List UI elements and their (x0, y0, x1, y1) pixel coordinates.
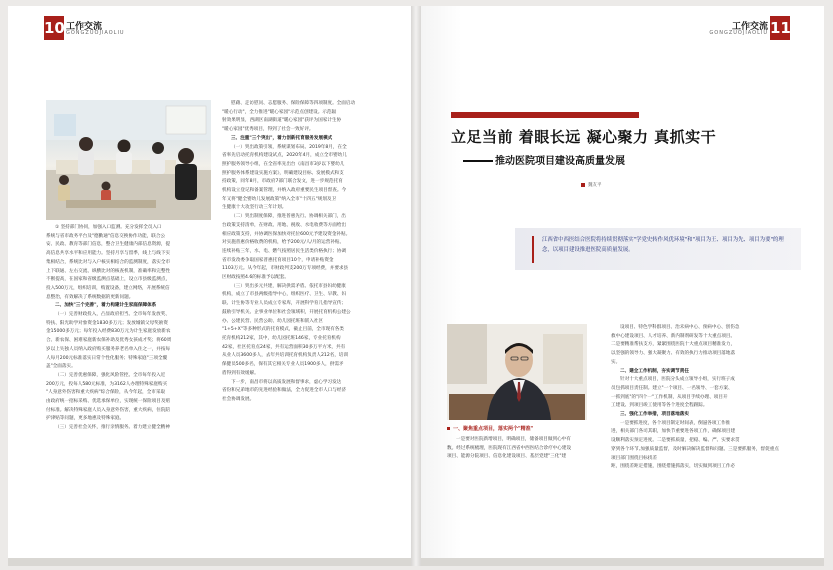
text-line: 集相结合，系统比对与入户核实相结合的监测制度，落实全市 (46, 259, 171, 265)
text-line: 照护服务领导小组，在全省率先出台《南昌市3岁以下婴幼儿 (222, 161, 345, 167)
text-line: "1+5+X"等多种形式的托育模式，截止目前，全市现有各类 (222, 327, 344, 333)
text-line: 二、加快"三个完善"，着力构建计生家庭保障体系 (55, 303, 157, 309)
paragraph (46, 372, 211, 424)
book-gutter (411, 6, 421, 566)
text-line: 1103万元。从今年起，市财政列支200万专项经费，并要求县 (222, 266, 349, 272)
text-line: 员包抓项目责任制。建立"一个项目、一名领导、一套方案、 (611, 385, 733, 391)
lead-box (515, 228, 801, 270)
page-number: 11 (770, 16, 790, 40)
text-line: 一是要对医院新增项目，明确项目，储备项目做到心中有 (456, 437, 571, 442)
section-title: 工作交流 (66, 22, 103, 32)
paragraph (46, 311, 211, 372)
text-line: 三、强化工作举措，项目落地落实 (620, 412, 689, 418)
text-line: "暖心家园"优秀项目，得到了社会一致好评。 (222, 127, 314, 133)
text-line: 持政策，同年8月，市政府7部门联合发文，进一步规范托育 (222, 179, 343, 185)
article-title: 立足当前 着眼长远 凝心聚力 真抓实干 (451, 128, 717, 146)
section-heading (611, 411, 779, 420)
text-line: 设顺利落实预定进度。二是要抓质量，把稳、编、严、实要求贯 (611, 438, 740, 444)
text-line: 慰藉、走访慰问、志愿服务、保险保障等四项制度。全面启动 (231, 101, 356, 106)
section-heading (222, 135, 388, 144)
text-line: 鼓励引导机关、企事业单位和社会领域积，开展托育机构公建公 (222, 309, 351, 315)
lead-accent-bar (532, 236, 534, 263)
paragraph (46, 224, 211, 302)
text-line: "人身意外伤害和重大疾病"综合保险，从今年起，全市采取 (46, 390, 166, 396)
text-line: 投入500万元，组织培训，购置设备，建立网络，开展系统信 (46, 285, 170, 291)
portrait-illustration (447, 324, 587, 420)
page-bottom-edge (8, 558, 411, 566)
text-line: 盾得到有效缓解。 (222, 370, 259, 376)
article-subtitle (463, 152, 625, 167)
paragraph (611, 324, 779, 368)
text-line: 针对十大重点项目，医院分头成立领导小组，实行班子成 (620, 377, 735, 383)
text-line: 生健康十大攻坚行动三年计划。 (222, 205, 287, 211)
text-line: 特扶、阳光助学对象资金1830多万元；发放城镇父母奖励资 (46, 320, 168, 326)
paragraph (222, 213, 388, 283)
text-line: 200万元，投每人580元标准，为3162人办理特殊家庭购买 (46, 381, 168, 387)
text-line: 年又将"健全婴幼儿发展政策"纳入全市"十四五"规划及卫 (222, 196, 337, 202)
text-line: 以坚强的领导力、强大凝聚力、有效的执行力推动项目落地落 (611, 351, 736, 357)
right-page (421, 6, 824, 566)
section-heading (611, 368, 779, 377)
childcare-classroom-photo (46, 100, 211, 220)
text-line: 省率先启动托育机构建设试点，2020年4月，成立全市婴幼儿 (222, 153, 347, 159)
right-column-1 (447, 436, 587, 462)
text-line: 穿到各个环节,加强质量监督，及时解决解决监督和问题。三是要抓服务，督促重点项目部门围绕目标找差 (611, 446, 779, 461)
text-line: "暖心行动"，全力推进"暖心家园"示范点创建设。示范辐 (222, 109, 337, 115)
text-line: 岁以上失独人员纳入政府购买服务养老名单入住之一，并按每 (46, 346, 171, 352)
title-accent-bar (451, 112, 639, 118)
text-line: 省市发改委争取国家普惠托育项目10个，申请补贴资金 (222, 257, 334, 263)
text-line: 安、民政、教育等部门信息，整合卫生健康内部信息资源，提 (46, 242, 171, 248)
author-portrait-photo (447, 324, 587, 420)
text-line: 机构，成立了市县两级指导中心，组织医疗、卫生、早教、妇 (222, 292, 347, 298)
paragraph (222, 379, 388, 405)
paragraph (611, 420, 779, 472)
text-line: 保健员500多名，保有其它相关专业人员1900多人，供需矛 (222, 362, 344, 368)
text-line: 办、公建民营、民营公助、幼儿园托班和嵌入社区 (222, 318, 324, 324)
text-line: 金15000多万元；每年投入经费830万元为计生家庭发放新农 (46, 329, 171, 335)
text-line: （一）完善财政投入，凸显政府担当。全市每年发放奖、 (55, 312, 170, 318)
text-line: （二）完善优惠保障，强化风险管控。全市每年投入近 (55, 372, 166, 378)
text-line: （二）突出制度保障，推进普惠先行。协调相关部门，出 (231, 214, 346, 220)
text-line: 一是要抓进度，各个项目制定时间表，倒逼各项工作推 (620, 420, 731, 426)
text-line: 照护服务体系建设实施方案》，明确建设目标、发展模式和支 (222, 170, 344, 176)
section-heading-1: 一、聚焦重点项目，落实两个"精准" (447, 425, 533, 432)
section-heading (46, 302, 211, 311)
paragraph (46, 424, 211, 433)
author-byline: 魏友平 (581, 182, 602, 188)
section-title: 工作交流 (731, 22, 768, 32)
text-line: 托育机构212家，其中，幼儿园托班146家，专业托育机构 (222, 335, 341, 341)
left-page (8, 6, 411, 566)
section-pinyin: GONGZUOJIAOLIU (66, 30, 125, 36)
text-line: 42家，社区托育点24家，共有运营面积30多万平方米，共有 (222, 344, 346, 350)
left-column-2 (222, 100, 388, 405)
text-line: 护津贴等问题，更多地惠及特殊家庭。 (46, 416, 125, 422)
section-pinyin: GONGZUOJIAOLIU (709, 30, 768, 36)
left-column-1 (46, 224, 211, 433)
text-line: 射效果明显，西湖区南湖街道"暖心家园"获评为国家计生协 (222, 118, 342, 124)
text-line: 相应政策支持，并协调医保加快对托位600元予建设资金补贴。 (222, 231, 351, 237)
lead-text: 江西省中西医结合医院将持续贯彻落实"学党史转作风优环境"和"项目为王、项目为先、项目为要"的理念，以项目建设推进医院高质量发展。 (542, 237, 784, 253)
text-line: 三、注重"三个突出"，着力创新托育服务发展模式 (231, 135, 333, 141)
text-line: 高信息共享水平和应用能力。坚持月享与留季，线上与线下实 (46, 251, 171, 257)
text-line: 息整治，有效解决了系统数据的更新问题。 (46, 294, 134, 300)
text-line: 连续补贴三年，水、电、燃气按照居民生活类价格执行；协调 (222, 248, 347, 254)
text-line: 机构设立登记和备案管理，并纳入政府重要民生项目督查。今 (222, 188, 347, 194)
right-column-2 (611, 324, 779, 472)
paragraph (447, 436, 587, 462)
text-line: 距，围绕差距定措施，围绕措施抓落实，切实做到项目工作必 (611, 464, 736, 470)
childcare-classroom-illustration (46, 100, 211, 220)
text-line: （一）突出政策引领，系统谋划布局。2019年8月，在全 (231, 144, 347, 150)
text-line: （三）完善社会关怀，推行亲情服务。着力建立健全精神 (55, 425, 170, 431)
text-line: 数。经过系统梳理，医院现有江西省中西医结合诊疗中心建设 (447, 445, 572, 451)
text-line: 二、建全工作机制，夯实调节责任 (620, 368, 689, 374)
text-line: 区财政按照4.6的标准予以配套。 (222, 275, 290, 281)
text-line: 不断提高，在国家和省级监测点基础上，设立市县级监测点， (46, 277, 171, 283)
text-line: （三）突出多元共建，解决供需矛盾。依托市县妇幼健康 (231, 283, 346, 289)
page-number: 10 (44, 16, 64, 40)
text-line: 系统与省市政务平台及"德勤通"信息交换协作功能，联合公 (46, 233, 166, 239)
text-line: 一抓到底"的"四个一"工作机制，从项目手续办理、项目开 (611, 394, 728, 400)
text-line: 设项目、特色学科群项目、治未病中心、预病中心、创伤急 (620, 325, 740, 330)
page-bottom-edge (421, 558, 824, 566)
paragraph (222, 283, 388, 379)
text-line: ① 坚持部门协同，加强入口监测。充分发挥全员入口 (55, 225, 162, 230)
text-line: 下一步，南昌市将以高质发展和督事求，虚心学习发达 (231, 379, 342, 385)
text-line: 联、计生协等专业人员成立专家库，开展科学育儿指导宣传； (222, 301, 347, 307)
text-line: 付标准。解决特殊家庭人员入身意外伤害，重大疾病，住院陪 (46, 407, 171, 413)
text-line: 从业人员3600多人，去年共培训托育机构负责人212名，培训 (222, 353, 349, 359)
text-line: 人每月200元标准落实日常个性化服务；特殊家庭"三项全覆 (46, 355, 168, 361)
paragraph (222, 144, 388, 214)
text-line: 项目、能源分院项目、信息化建设项目、基层党建"三化"建 (447, 454, 567, 460)
text-line: 进，相关部门各司其职，加快节重要进各项工作，确保项目建 (611, 429, 736, 435)
text-line: 救中心建设项目、人才培养、新内制剂研发等十大重点项目。 (611, 333, 736, 339)
text-line: 盖"全面落实。 (46, 364, 76, 370)
text-line: 对实施普惠价格收费的机构，给予200元/人/月的运营补贴。 (222, 240, 345, 246)
dash-line (463, 160, 493, 161)
subtitle-text: 推动医院项目建设高质量发展 (495, 156, 625, 167)
text-line: 由政府统一招标采购、优选承保单位，实现统一保险项目及赔 (46, 399, 171, 405)
text-line: 省份和兄弟地市的先进经验和做法，全力促进全市人口与经济 (222, 388, 347, 394)
text-line: 合、新农保、困难家庭新农保补助及优秀女孩成才奖；将60周 (46, 338, 172, 344)
text-line: 台政策支持清单，在财政、用地、税收、水电收费等方面给出 (222, 222, 347, 228)
paragraph (222, 100, 388, 135)
text-line: 上下联通、左右交流、纵横比对的核查机制，准确率和完整性 (46, 268, 171, 274)
text-line: 工建设、到项目竣工使用等各个进度全程跟踪。 (611, 403, 708, 409)
text-line: 二是要精准帮扶支方，紧紧围绕医院十大重点项目精准发力， (611, 342, 736, 348)
paragraph (611, 376, 779, 411)
text-line: 实。 (611, 359, 621, 365)
text-line: 社会协调发展。 (222, 396, 255, 402)
